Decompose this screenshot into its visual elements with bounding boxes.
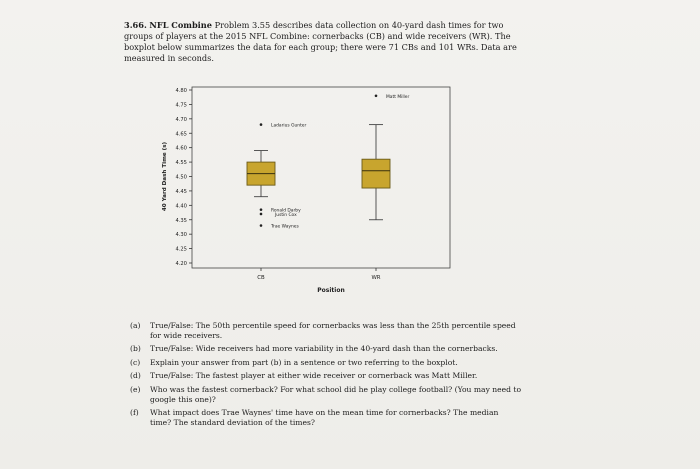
y-tick-label: 4.60 — [175, 145, 187, 152]
y-tick-label: 4.80 — [175, 88, 187, 94]
y-axis-label: 40 Yard Dash Time (s) — [162, 141, 168, 212]
question-list — [130, 321, 522, 431]
question-letter: (d) — [130, 371, 141, 381]
outlier-point — [260, 224, 263, 227]
question-letter: (a) — [130, 321, 141, 330]
outlier-label: Ronald Darby — [271, 208, 301, 214]
x-tick-label: CB — [257, 275, 265, 281]
question-item — [130, 385, 522, 404]
question-letter: (e) — [130, 384, 141, 394]
question-item — [130, 321, 522, 340]
boxplot-figure — [150, 85, 460, 299]
question-item — [130, 358, 522, 368]
y-tick-label: 4.45 — [175, 188, 187, 195]
outlier-point — [260, 208, 263, 211]
question-letter: (c) — [130, 357, 141, 367]
question-text: True/False: The fastest player at either wide receiver or cornerback was Matt Miller. — [150, 371, 478, 381]
problem-intro — [124, 20, 534, 64]
question-item — [130, 344, 522, 354]
outlier-point — [375, 94, 378, 97]
outlier-point — [260, 213, 263, 216]
question-text: Explain your answer from part (b) in a sentence or two referring to the boxplot. — [150, 357, 458, 367]
outlier-label: Justin Cox — [275, 212, 297, 218]
outlier-point — [260, 123, 263, 126]
x-axis-label: Position — [317, 287, 345, 294]
y-tick-label: 4.70 — [175, 116, 187, 123]
y-tick-label: 4.65 — [175, 131, 187, 138]
outlier-label: Ladarius Gunter — [271, 123, 307, 129]
question-letter: (b) — [130, 344, 141, 354]
box-wr — [362, 159, 390, 188]
question-item — [130, 408, 522, 427]
outlier-label: Trae Waynes — [271, 224, 299, 230]
y-tick-label: 4.35 — [175, 217, 187, 224]
y-tick-label: 4.55 — [175, 160, 187, 167]
question-text: True/False: The 50th percentile speed for cornerbacks was less than the 25th percentile speed for wide receivers. — [150, 321, 516, 340]
plot-frame — [192, 87, 450, 268]
y-tick-label: 4.50 — [175, 174, 187, 181]
question-text: What impact does Trae Waynes' time have on the mean time for cornerbacks? The median time? The standard deviation of the times? — [150, 408, 499, 427]
y-tick-label: 4.20 — [175, 261, 187, 267]
question-text: Who was the fastest cornerback? For what school did he play college football? (You may need to google this one)? — [150, 384, 522, 404]
question-letter: (f) — [130, 408, 139, 418]
question-text: True/False: Wide receivers had more variability in the 40-yard dash than the cornerbacks. — [150, 344, 498, 354]
problem-title: NFL Combine — [149, 20, 212, 30]
question-item — [130, 371, 522, 381]
y-tick-label: 4.40 — [175, 203, 187, 210]
problem-body: Problem 3.55 describes data collection on 40-yard dash times for two groups of players at the 2015 NFL Combine: cornerbacks (CB) and wide receivers (WR). The boxplot below summarizes the data for each group; there were 71 CBs and 101 WRs. Data are measured in seconds. — [124, 20, 517, 63]
y-tick-label: 4.75 — [175, 102, 187, 109]
problem-number: 3.66. — [124, 20, 147, 30]
y-tick-label: 4.25 — [175, 246, 187, 253]
x-tick-label: WR — [371, 275, 381, 281]
boxplot-svg — [150, 85, 460, 295]
outlier-label: Matt Miller — [386, 94, 410, 100]
y-tick-label: 4.30 — [175, 232, 187, 239]
